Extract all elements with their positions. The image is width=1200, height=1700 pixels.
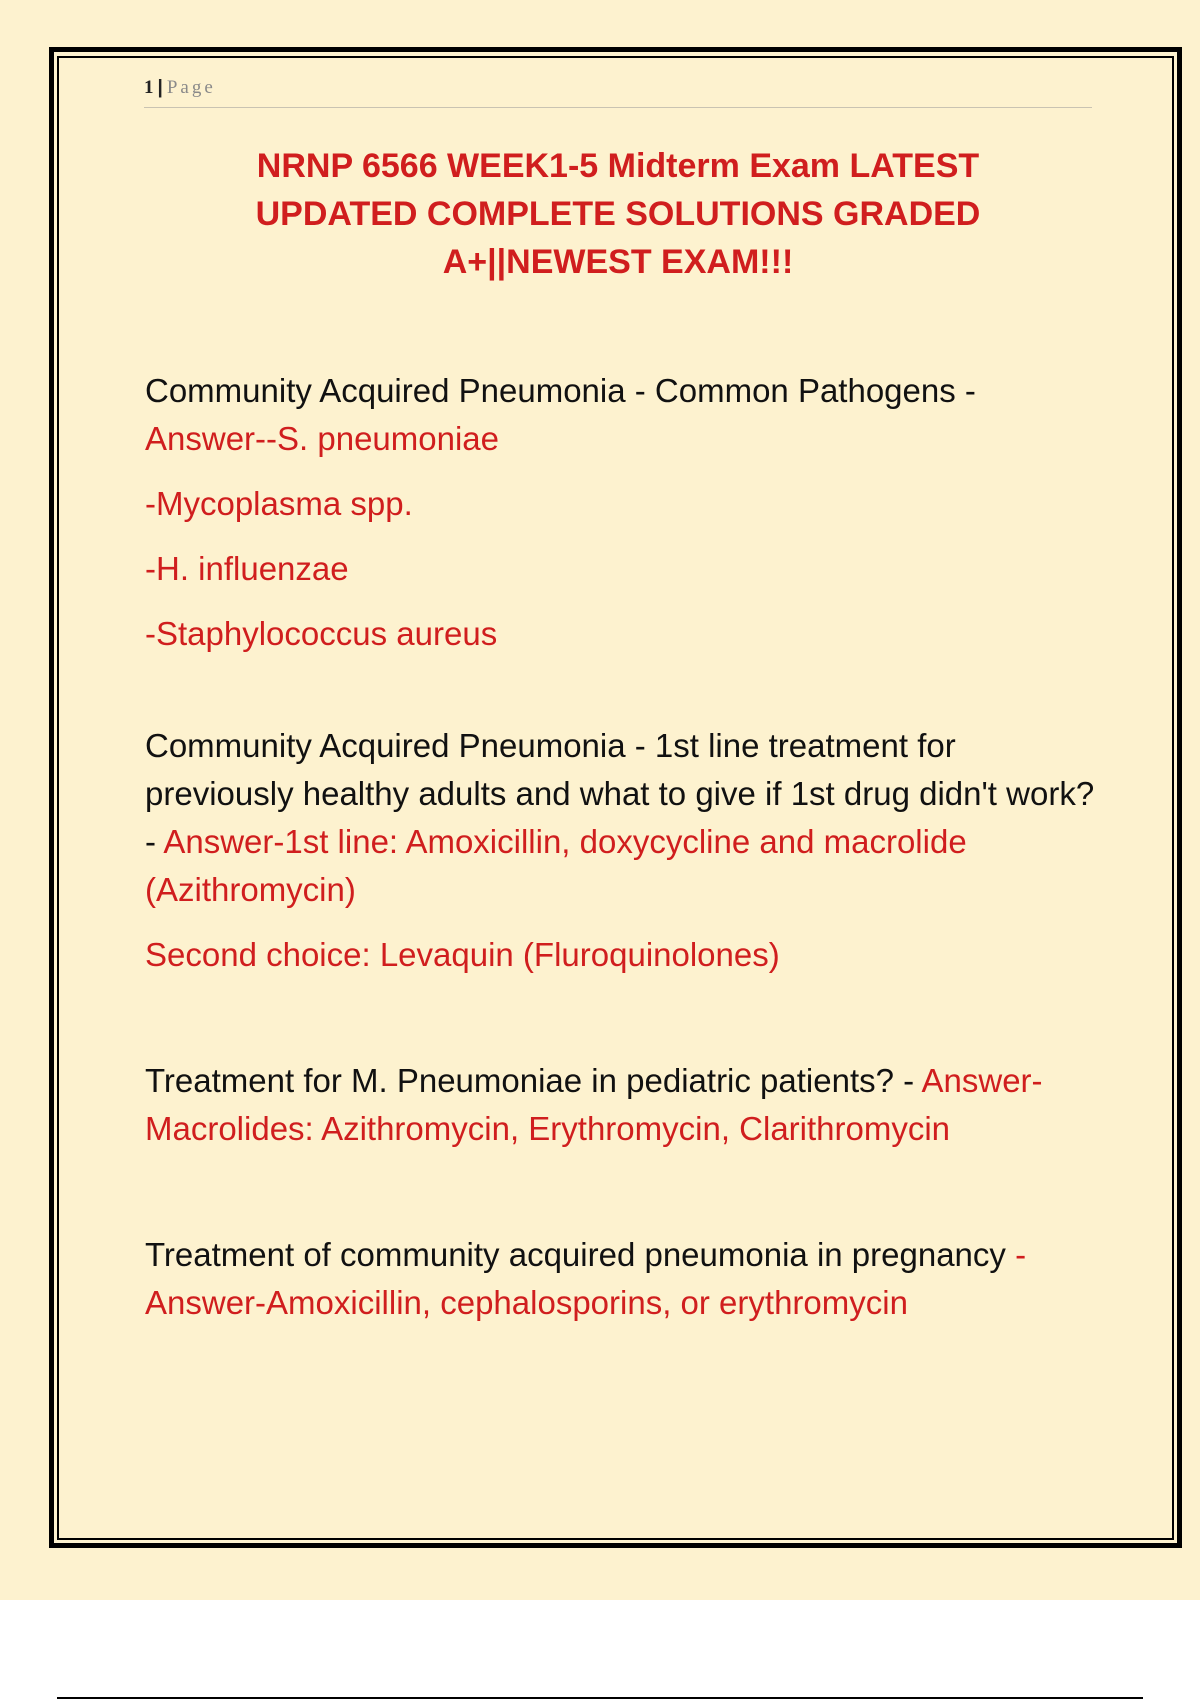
page-number: 1 <box>144 77 154 98</box>
answer-list-item: Second choice: Levaquin (Fluroquinolones) <box>145 936 780 973</box>
page-word: Page <box>166 77 216 98</box>
question-text: Treatment for M. Pneumoniae in pediatric patients? - <box>145 1062 922 1099</box>
answer-list-item: -H. influenzae <box>145 550 349 587</box>
answer-text: - Answer-Amoxicillin, cephalosporins, or erythromycin <box>145 1236 1027 1321</box>
title-line-3: A+||NEWEST EXAM!!! <box>442 243 794 281</box>
answer-list-item: -Mycoplasma spp. <box>145 485 413 522</box>
question-text: Community Acquired Pneumonia - Common Pathogens - <box>145 372 976 409</box>
title-line-2: UPDATED COMPLETE SOLUTIONS GRADED <box>255 195 981 233</box>
title-line-1: NRNP 6566 WEEK1-5 Midterm Exam LATEST <box>256 147 980 185</box>
qa-item-4 <box>145 1231 1095 1327</box>
document-title <box>144 142 1092 286</box>
qa-item-2 <box>145 722 1095 914</box>
page-header <box>144 76 1092 108</box>
answer-list-item: -Staphylococcus aureus <box>145 615 498 652</box>
page-header-separator: | <box>157 77 163 98</box>
bottom-divider <box>57 1697 1143 1699</box>
question-text: Treatment of community acquired pneumonia in pregnancy <box>145 1236 1016 1273</box>
qa-item-3 <box>145 1057 1095 1153</box>
answer-text: Answer-1st line: Amoxicillin, doxycycline and macrolide (Azithromycin) <box>145 823 967 908</box>
answer-text: Answer--S. pneumoniae <box>145 420 500 457</box>
answer-text: Answer-Macrolides: Azithromycin, Erythromycin, Clarithromycin <box>145 1062 1043 1147</box>
qa-content <box>145 367 1095 1327</box>
question-text: Community Acquired Pneumonia - 1st line treatment for previously healthy adults and what to give if 1st drug didn't work? - <box>145 727 1095 860</box>
qa-item-1 <box>145 367 1095 463</box>
